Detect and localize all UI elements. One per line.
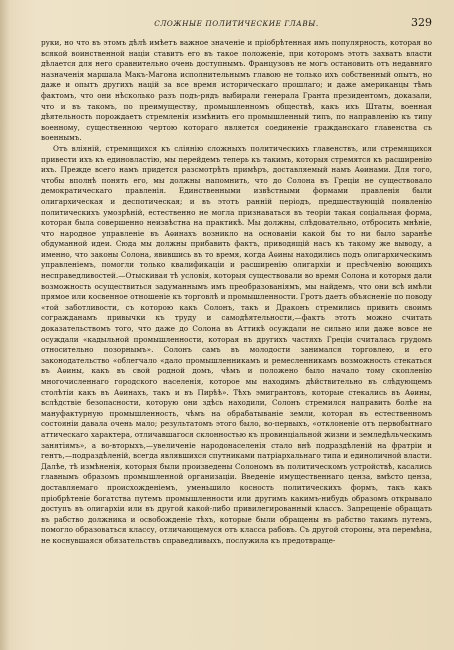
paragraph: руки, но что въ этомъ дѣлѣ имѣетъ важное значеніе и пріобрѣтенная имъ популярность, которая во всякой воинственной націи ставитъ его въ такое положеніе, при которомъ этотъ захватъ власти дѣлается для него сравнительно очень доступнымъ. Французовъ не могъ остановить отъ недавняго назначенія маршала Макъ-Магона исполнительнымъ главою не только ихъ собственный опытъ, но даже и опытъ другихъ націй за все время историческаго прошлаго; и даже американцы тѣмъ фактомъ, что они нѣсколько разъ подъ-рядъ выбирали генерала Гранта президентомъ, доказали, что и въ такомъ, по преимуществу, промышленномъ обществѣ, какъ ихъ Штаты, военная дѣятельность порождаетъ стремленія измѣнить его промышленный типъ, по направленію къ типу военному, существенною чертою котораго является соединеніе гражданскаго главенства съ военнымъ. [41, 38, 432, 143]
running-title: СЛОЖНЫЕ ПОЛИТИЧЕСКИЕ ГЛАВЫ. [154, 19, 319, 28]
paragraph: Отъ вліяній, стремящихся къ сліянію сложныхъ политическихъ главенствъ, или стремящихся привести ихъ къ единовластію, мы перейдемъ теперь къ такимъ, которыя стремятся къ расширенію ихъ. Прежде всего намъ придется разсмотрѣть примѣръ, доставляемый намъ Аѳинами. Для того, чтобы вполнѣ понять его, мы должны напомнить, что до Солона въ Греціи не существовало демократическаго правленія. Единственными извѣстными формами правленія были олигархическая и деспотическая; и въ этотъ ранній періодъ, предшествующій появленію политическихъ умозрѣній, естественно не могла признаваться въ теоріи такая соціальная форма, которая была совершенно неизвѣстна на практикѣ. Мы должны, слѣдовательно, отбросить мнѣніе, что народное управленіе въ Аѳинахъ возникло на основаніи какой бы то ни было заранѣе обдуманной идеи. Сюда мы должны прибавить фактъ, приводящій насъ къ такому же выводу, а именно, что законы Солона, явившись въ то время, когда Аѳины находились подъ олигархическимъ управленіемъ, помогли только квалификаціи и расширенію олигархіи и пресѣченію воющихъ несправедливостей.—Отыскивая тѣ условія, которыя существовали во время Солона и которыя дали возможность осуществиться задуманнымъ имъ преобразованіямъ, мы найдемъ, что они всѣ имѣли прямое или косвенное отношеніе къ торговлѣ и промышленности. Гротъ даетъ объясненіе по поводу «той заботливости, съ которою какъ Солонъ, такъ и Драконъ стремились привить своимъ согражданамъ привычки къ труду и самодѣятельности,—фактъ этотъ можно считать доказательствомъ того, что даже до Солона въ Аттикѣ осуждали не сильно или даже вовсе не осуждали «кадыльной промышленности, которая въ другихъ частяхъ Греціи считалась грудомъ относительно позорнымъ». Солонъ самъ въ молодости занимался торговлею, и его законодательство «облегчало «дало промышленникамъ и ремесленникамъ возможность стекаться въ Аѳины, какъ въ свой родной домъ, чѣмъ и положено было начало тому скопленію многочисленнаго городского населенія, которое мы находимъ дѣйствительно въ слѣдующемъ столѣтіи какъ въ Аѳинахъ, такъ и въ Пирѣѣ». Тѣхъ эмигрантовъ, которые стекались въ Аѳины, вслѣдствіе безопасности, которую они здѣсь находили, Солонъ стремился направить болѣе на мануфактурную промышленность, чѣмъ на обрабатываніе земли, которая въ естественномъ состояніи давала очень мало; результатомъ этого было, во-первыхъ, «отклоненіе отъ первобытнаго аттическаго характера, отличавшагося склонностью къ провинціальной жизни и земледѣльческимъ занятіямъ», а во-вторыхъ,—увеличеніе народонаселенія стало внѣ подраздѣленій на фратріи и гентъ,—подраздѣленій, всегда являвшихся спутниками патріархальнаго типа и единоличной власти. Далѣе, тѣ измѣненія, которыя были произведены Солономъ въ политическомъ устройствѣ, касались главнымъ образомъ промышленной организаціи. Введеніе имущественнаго ценза, вмѣсто ценза, доставляемаго происхожденіемъ, уменьшило косность политическихъ формъ, такъ какъ пріобрѣтеніе богатства путемъ промышленности или другимъ какимъ-нибудь образомъ открывало доступъ въ олигархіи или въ другой какой-либо привилегированный классъ. Запрещеніе обращать въ рабство должника и освобожденіе тѣхъ, которые были обращены въ рабство такимъ путемъ, помогло образоваться классу, отличающемуся отъ класса рабовъ. Съ другой стороны, эта перемѣна, не коснувшаяся обязательствъ справедливыхъ, послужила къ предотвраще- [41, 143, 432, 545]
page-number: 329 [411, 16, 432, 29]
body-text [41, 38, 432, 547]
page-edge-shadow [0, 0, 10, 650]
page-header [41, 16, 432, 34]
